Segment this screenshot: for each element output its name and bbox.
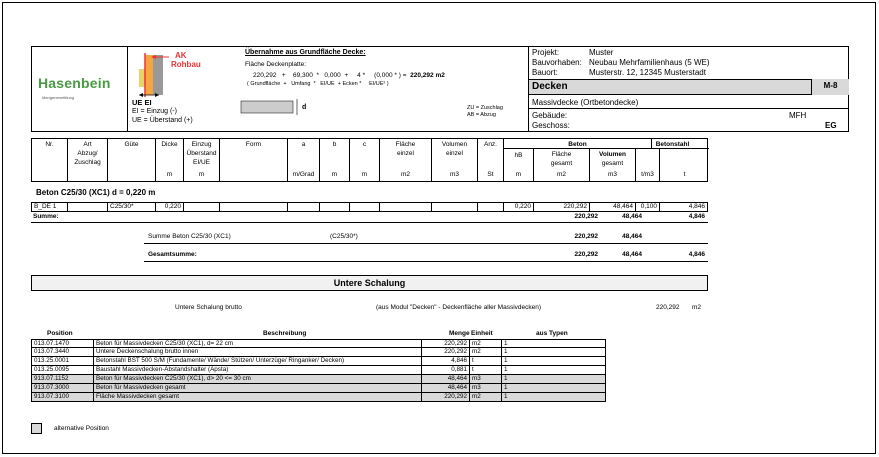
cell-typ: 1 <box>504 348 508 355</box>
concrete-section-title: Beton C25/30 (XC1) d = 0,220 m <box>36 188 156 197</box>
cell-menge: 220,292 <box>422 393 470 401</box>
cell-desc: Betonstahl BST 500 S/M (Fundamente/ Wände/ Stützen/ Unterzüge/ Ringanker/ Decken) <box>94 357 422 365</box>
cell-typ: 1 <box>504 366 508 373</box>
cell-pos: 913.07.1152 <box>32 375 94 383</box>
column-header: Nr. Art Abzug/ Zuschlag Güte Dicke m Einzug Überstand EI/UE m Form a m/Grad b m c m Fläche einzel m2 Volumen einzel m3 Anz. St Beton hB m Fläche gesamt m2 Volumen gesamt m3 Betonstahl t/m3 t <box>31 138 708 182</box>
cell-pos: 013.07.3440 <box>32 348 94 356</box>
table-row <box>31 357 606 366</box>
cell-menge: 220,292 <box>422 348 470 356</box>
cell-pos: 013.07.1470 <box>32 340 94 348</box>
module-title: Decken <box>532 81 568 92</box>
cell-pos: 013.25.0001 <box>32 357 94 365</box>
table-row <box>31 366 606 375</box>
cell-pos: 913.07.3000 <box>32 384 94 392</box>
cell-einheit: m2 <box>470 340 502 348</box>
divider <box>144 243 708 244</box>
cell-desc: Beton für Massivdecken C25/30 (XC1), d> 20 <= 30 cm <box>94 375 422 383</box>
table-row <box>31 348 606 357</box>
cell-einheit: m3 <box>470 384 502 392</box>
cell-desc: Fläche Massivdecken gesamt <box>94 393 422 401</box>
section-sketch: AK Rohbau UE EI EI = Einzug (-) UE = Überstand (+) <box>132 51 201 124</box>
cell-einheit: m3 <box>470 375 502 383</box>
cell-pos: 913.07.3100 <box>32 393 94 401</box>
sum-concrete-label: Summe Beton C25/30 (XC1) <box>148 233 231 240</box>
cell-einheit: m2 <box>470 348 502 356</box>
divider <box>144 261 708 262</box>
legend-label: alternative Position <box>54 425 109 432</box>
table-row: B_DE 1 C25/30* 0,220 0,220 220,292 48,464 0,100 4,846 <box>31 202 708 212</box>
sum-label: Summe: <box>33 213 59 220</box>
cell-pos: 013.25.0095 <box>32 366 94 374</box>
cell-typ: 1 <box>504 384 508 391</box>
cell-einheit: t <box>470 366 502 374</box>
formwork-value: 220,292 <box>656 304 680 311</box>
cell-typ: 1 <box>504 393 508 400</box>
total-label: Gesamtsumme: <box>148 251 197 258</box>
cell-menge: 48,464 <box>422 384 470 392</box>
cell-menge: 220,292 <box>422 340 470 348</box>
formwork-brutto-label: Untere Schalung brutto <box>175 304 242 311</box>
document-header <box>31 46 849 132</box>
cell-typ: 1 <box>504 357 508 364</box>
project-info: Projekt: Muster Bauvorhaben: Neubau Mehrfamilienhaus (5 WE) Bauort: Musterstr. 12, 12345 Musterstadt Decken M-8 Massivdecke (Ortbetondecke) Gebäude: MFH Geschoss: EG <box>529 47 849 131</box>
cell-menge: 0,881 <box>422 366 470 374</box>
cell-desc: Beton für Massivdecken C25/30 (XC1), d= 22 cm <box>94 340 422 348</box>
area-formula: Übernahme aus Grundfläche Decke: Fläche Deckenplatte: 220,292 + 69,300 * 0,000 + 4 * (0,000 * ) = 220,292 m2 ( Grundfläche + Umfang * EI/UE + Ecken * EI/UE² ) d ZU = Zuschlag AB = Abzug <box>239 47 529 131</box>
cell-desc: Untere Deckenschalung brutto innen <box>94 348 422 356</box>
legend-swatch <box>31 423 42 434</box>
company-logo: Hasenbein Mengenermittlung <box>32 47 128 131</box>
cell-einheit: t <box>470 357 502 365</box>
table-row <box>31 339 606 348</box>
cell-menge: 48,464 <box>422 375 470 383</box>
cell-typ: 1 <box>504 375 508 382</box>
cell-typ: 1 <box>504 340 508 347</box>
table-row <box>31 375 606 384</box>
cell-menge: 4,846 <box>422 357 470 365</box>
table-row <box>31 393 606 402</box>
cell-desc: Beton für Massivdecken gesamt <box>94 384 422 392</box>
module-code: M-8 <box>811 79 849 95</box>
table-row <box>31 384 606 393</box>
cell-desc: Baustahl Massivdecken-Abstandshalter (Apsta) <box>94 366 422 374</box>
divider <box>31 222 708 223</box>
formwork-section-title: Untere Schalung <box>31 275 708 291</box>
cell-einheit: m2 <box>470 393 502 401</box>
